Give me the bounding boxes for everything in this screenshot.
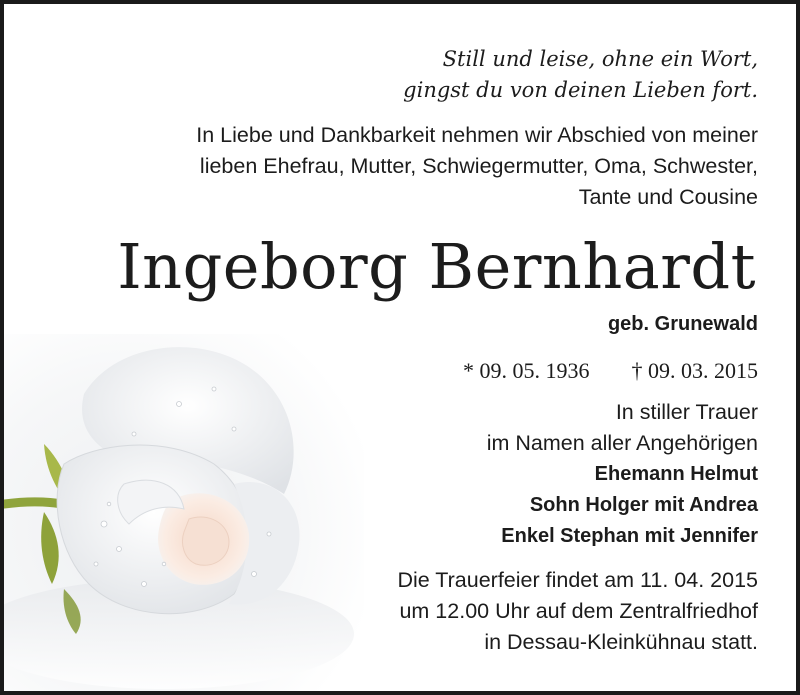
funeral-line: in Dessau-Kleinkühnau statt. — [484, 630, 758, 654]
deceased-name: Ingeborg Bernhardt — [117, 230, 756, 303]
funeral-line: Die Trauerfeier findet am 11. 04. 2015 — [397, 568, 758, 592]
maiden-name: geb. Grunewald — [607, 313, 758, 335]
white-rose-image — [4, 334, 364, 691]
funeral-info — [397, 565, 758, 658]
intro-line: Tante und Cousine — [578, 185, 758, 209]
intro-text — [196, 120, 758, 213]
verse — [403, 44, 758, 106]
family-member: Ehemann Helmut — [594, 463, 758, 485]
intro-line: In Liebe und Dankbarkeit nehmen wir Abschied von meiner — [196, 123, 758, 147]
verse-line: Still und leise, ohne ein Wort, — [442, 47, 758, 71]
funeral-line: um 12.00 Uhr auf dem Zentralfriedhof — [399, 599, 758, 623]
life-dates — [463, 356, 758, 386]
intro-line: lieben Ehefrau, Mutter, Schwiegermutter, Oma, Schwester, — [199, 154, 758, 178]
family-member: Enkel Stephan mit Jennifer — [501, 525, 758, 547]
family-list — [501, 459, 758, 552]
family-member: Sohn Holger mit Andrea — [529, 494, 758, 516]
mourning-text — [487, 397, 758, 459]
mourning-line: im Namen aller Angehörigen — [486, 431, 758, 455]
birth-date: * 09. 05. 1936 — [463, 358, 590, 383]
mourning-line: In stiller Trauer — [615, 400, 758, 424]
death-date: † 09. 03. 2015 — [631, 358, 758, 383]
verse-line: gingst du von deinen Lieben fort. — [403, 78, 758, 102]
